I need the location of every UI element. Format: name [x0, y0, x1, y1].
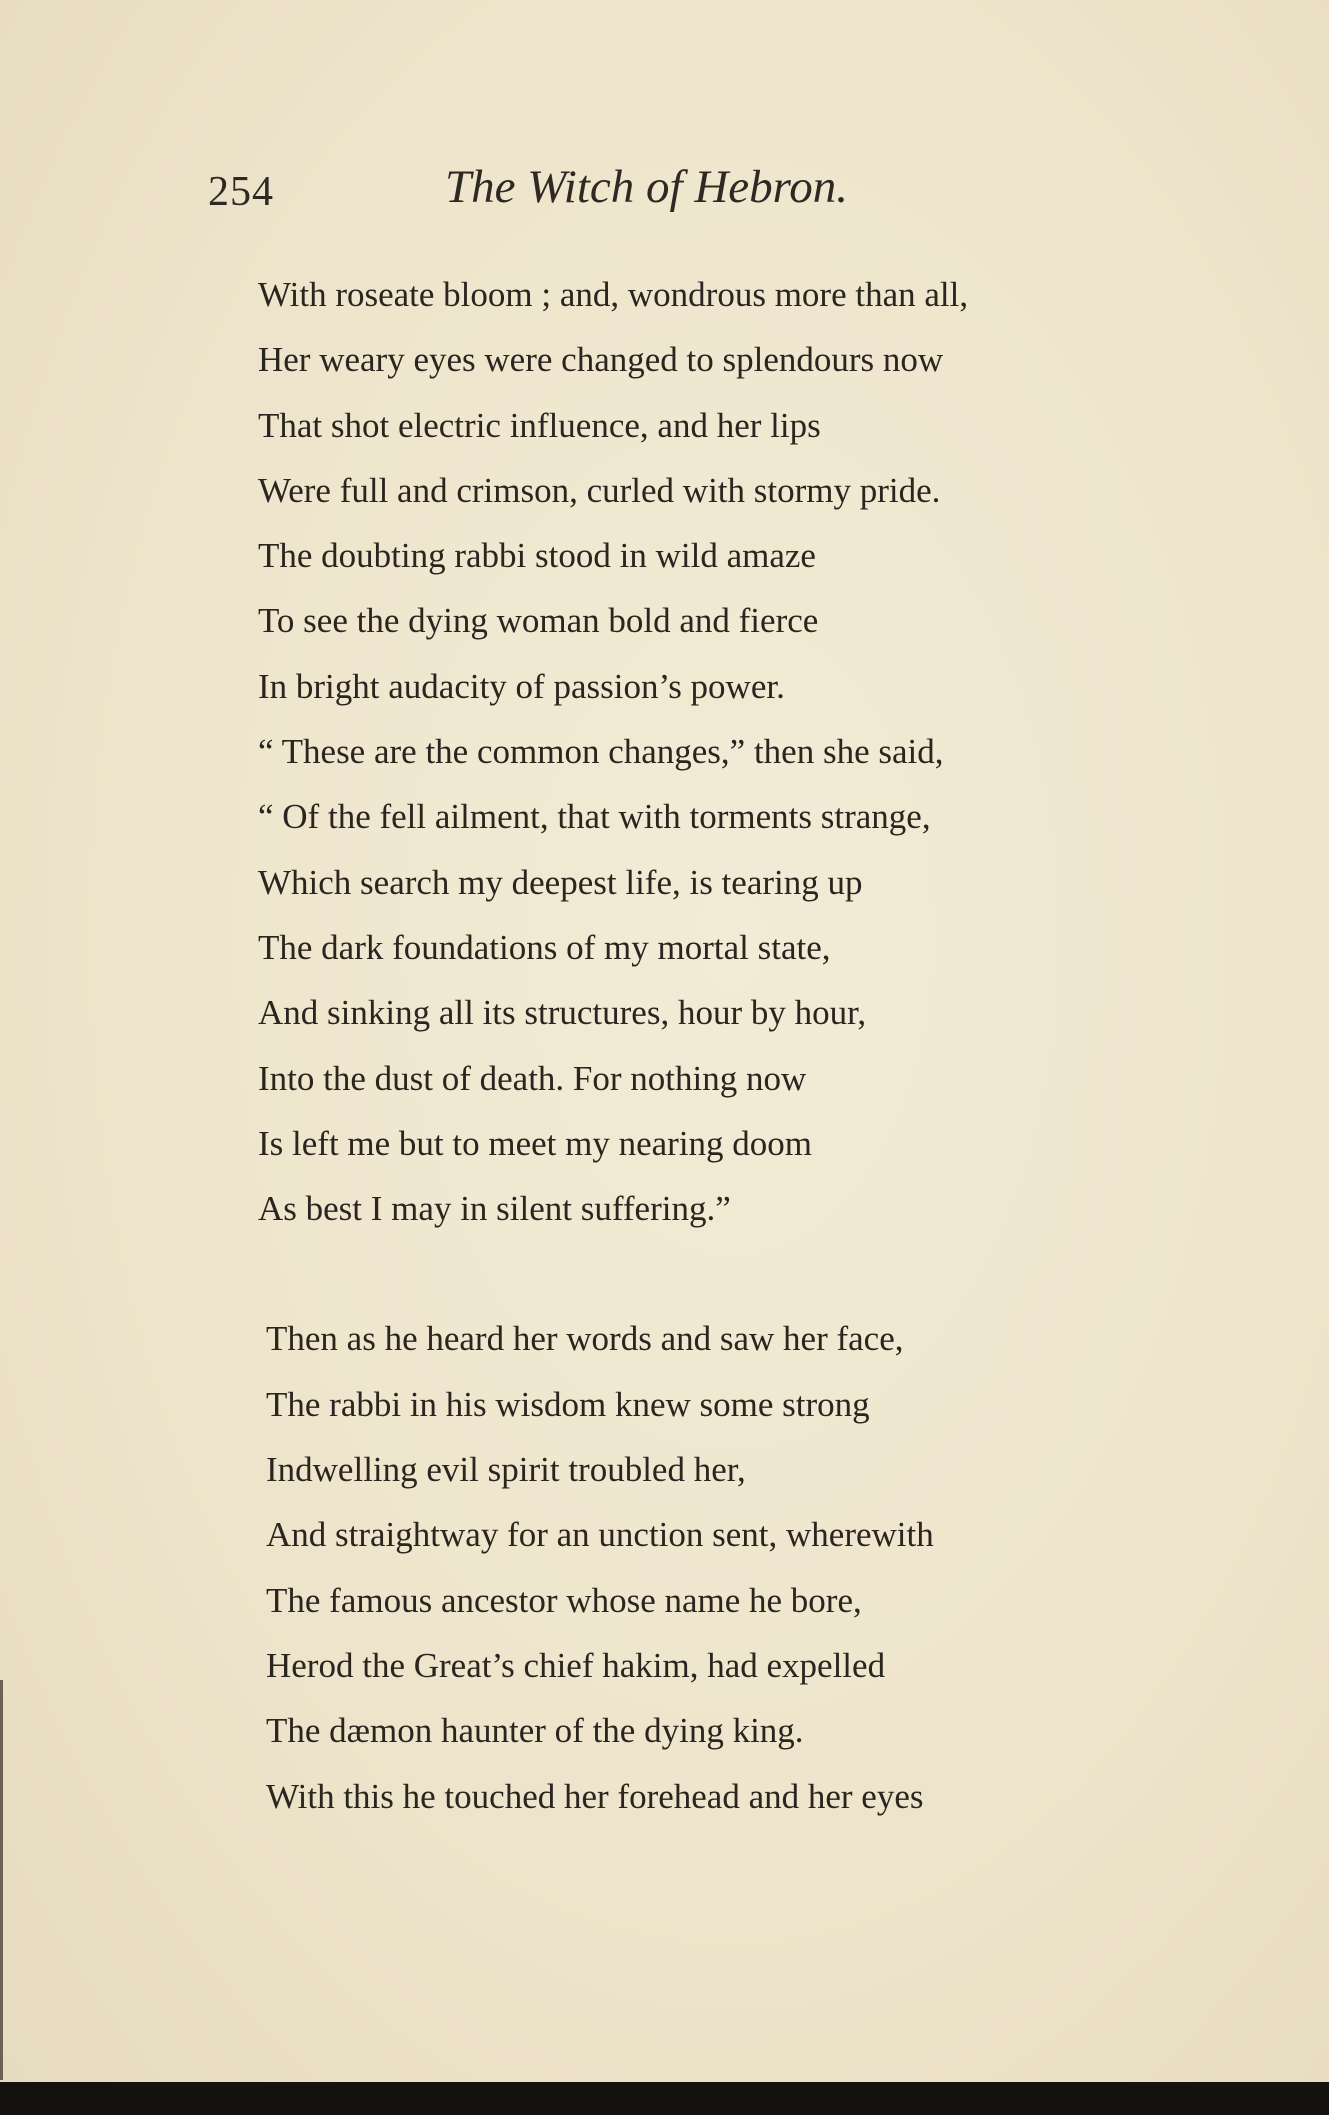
verse-line: And sinking all its structures, hour by hour, — [258, 993, 867, 1033]
verse-line: Into the dust of death. For nothing now — [258, 1058, 807, 1098]
verse-line: That shot electric influence, and her lips — [258, 405, 821, 445]
page-edge-shadow — [0, 1680, 3, 2080]
verse-line: The doubting rabbi stood in wild amaze — [258, 536, 816, 576]
verse-line: Were full and crimson, curled with stormy pride. — [258, 470, 941, 510]
running-head: The Witch of Hebron. — [445, 161, 848, 213]
verse-line: “ These are the common changes,” then she said, — [258, 732, 944, 772]
verse-line: The rabbi in his wisdom knew some strong — [266, 1384, 870, 1424]
scan-bottom-band — [0, 2082, 1329, 2115]
verse-line: With roseate bloom ; and, wondrous more than all, — [258, 275, 969, 314]
verse-line: In bright audacity of passion’s power. — [258, 666, 785, 706]
stanza-1 — [258, 262, 1278, 1241]
page-number: 254 — [208, 169, 274, 215]
verse-body — [258, 262, 1278, 1829]
stanza-2 — [258, 1306, 1278, 1828]
verse-line: To see the dying woman bold and fierce — [258, 601, 819, 641]
verse-line: And straightway for an unction sent, wherewith — [266, 1515, 934, 1555]
verse-line: With this he touched her forehead and her eyes — [266, 1776, 924, 1816]
verse-line: Indwelling evil spirit troubled her, — [266, 1450, 746, 1490]
verse-line: Her weary eyes were changed to splendours now — [258, 340, 944, 380]
verse-line: Which search my deepest life, is tearing up — [258, 862, 863, 902]
verse-line: Herod the Great’s chief hakim, had expelled — [266, 1645, 886, 1685]
verse-line: “ Of the fell ailment, that with torments strange, — [258, 797, 931, 837]
verse-line: The dark foundations of my mortal state, — [258, 927, 831, 967]
verse-line: The famous ancestor whose name he bore, — [266, 1580, 862, 1620]
verse-line: As best I may in silent suffering.” — [258, 1189, 731, 1229]
verse-line: Then as he heard her words and saw her face, — [266, 1319, 904, 1359]
verse-line: Is left me but to meet my nearing doom — [258, 1123, 813, 1163]
verse-line: The dæmon haunter of the dying king. — [266, 1711, 804, 1751]
